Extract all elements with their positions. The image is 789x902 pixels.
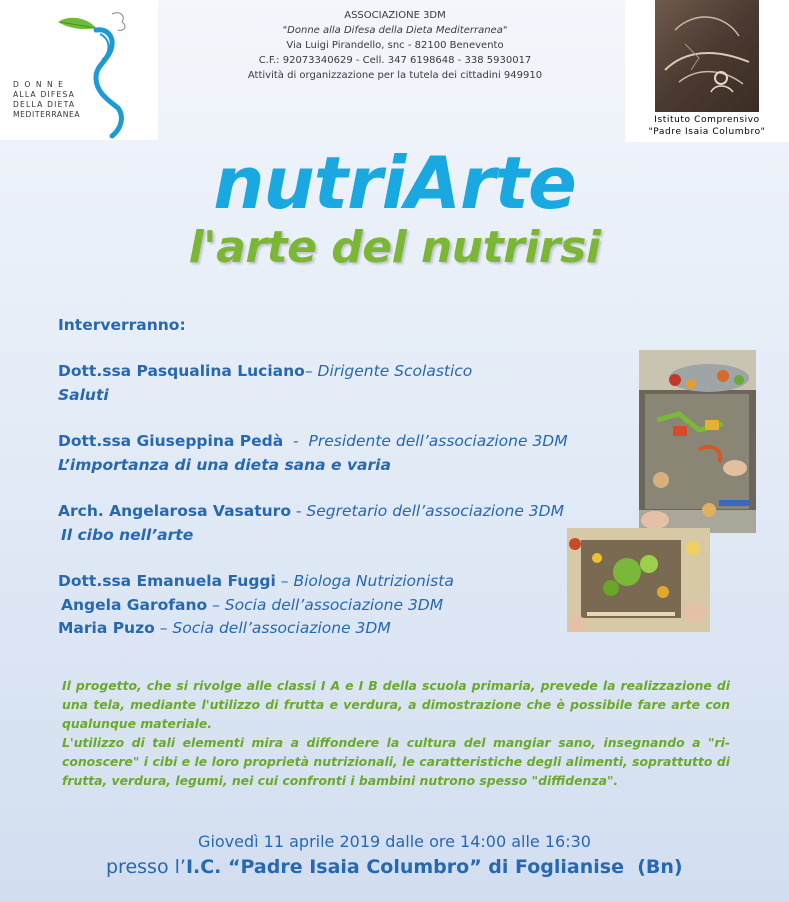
speaker-name: Maria Puzo	[58, 619, 155, 637]
speaker-name: Dott.ssa Giuseppina Pedà	[58, 432, 284, 450]
speaker-6	[58, 619, 391, 637]
speakers-heading: Interverranno:	[58, 316, 186, 334]
association-address: Via Luigi Pirandello, snc - 82100 Benevento	[286, 40, 504, 51]
event-location-prefix: presso l’	[106, 856, 186, 878]
children-food-art-photo	[639, 350, 756, 533]
speaker-separator: -	[283, 432, 309, 450]
speaker-5	[61, 596, 443, 614]
school-logo	[625, 0, 789, 142]
association-tagline: "Donne alla Difesa della Dieta Mediterranea"	[282, 25, 508, 36]
speaker-role: Segretario dell’associazione 3DM	[306, 502, 564, 520]
association-contacts: C.F.: 92073340629 - Cell. 347 6198648 - 338 5930017	[258, 55, 532, 66]
project-description	[62, 676, 730, 790]
speaker-name: Dott.ssa Emanuela Fuggi	[58, 572, 276, 590]
speaker-2	[58, 432, 568, 450]
association-logo	[0, 0, 158, 140]
association-header	[190, 8, 600, 83]
speaker-separator: –	[207, 596, 225, 614]
speaker-1-topic: Saluti	[58, 386, 109, 404]
speaker-3	[58, 502, 564, 520]
speaker-role: Dirigente Scolastico	[317, 362, 473, 380]
speaker-1	[58, 362, 472, 380]
school-artwork-image	[655, 0, 759, 112]
speaker-role: Socia dell’associazione 3DM	[224, 596, 444, 614]
speaker-role: Presidente dell’associazione 3DM	[308, 432, 568, 450]
logo-line-1: DONNE	[13, 80, 69, 89]
speaker-separator: –	[154, 619, 173, 637]
speaker-separator: –	[304, 362, 318, 380]
association-logo-text	[13, 80, 80, 120]
speaker-name: Arch. Angelarosa Vasaturo	[58, 502, 291, 520]
speaker-role: Biologa Nutrizionista	[293, 572, 454, 590]
event-location-name: I.C. “Padre Isaia Columbro” di Foglianise (Bn)	[185, 856, 683, 878]
speaker-role: Socia dell’associazione 3DM	[172, 619, 391, 637]
speaker-4	[58, 572, 454, 590]
project-paragraph-1: Il progetto, che si rivolge alle classi I A e I B della scuola primaria, prevede la realizzazione di una tela, mediante l'utilizzo di frutta e verdura, a dimostrazione che è possibile fare arte con qualunque materiale.	[62, 678, 730, 731]
speaker-name: Dott.ssa Pasqualina Luciano	[58, 362, 305, 380]
speaker-2-topic: L’importanza di una dieta sana e varia	[58, 456, 391, 474]
event-title: nutriArte	[213, 141, 576, 225]
speaker-3-topic: Il cibo nell’arte	[61, 526, 194, 544]
speaker-separator: -	[290, 502, 307, 520]
speaker-separator: –	[275, 572, 294, 590]
association-activity: Attività di organizzazione per la tutela dei cittadini 949910	[247, 70, 543, 81]
school-logo-line-1: Istituto Comprensivo	[654, 115, 760, 125]
event-date: Giovedì 11 aprile 2019 dalle ore 14:00 alle 16:30	[198, 832, 591, 851]
logo-line-3: DELLA DIETA	[13, 100, 76, 109]
vegetable-canvas-photo	[567, 528, 710, 632]
association-name: ASSOCIAZIONE 3DM	[344, 10, 446, 21]
school-logo-line-2: "Padre Isaia Columbro"	[648, 127, 766, 137]
project-paragraph-2: L'utilizzo di tali elementi mira a diffondere la cultura del mangiar sano, insegnando a "ri-conoscere" i cibi e le loro proprietà nutrizionali, le caratteristiche degli alimenti, soprattutto di frutta, verdura, legumi, nei cui confronti i bambini nutrono spesso "diffidenza".	[62, 735, 730, 788]
speaker-name: Angela Garofano	[61, 596, 208, 614]
logo-line-2: ALLA DIFESA	[13, 90, 76, 99]
logo-line-4: MEDITERRANEA	[13, 110, 81, 119]
event-location	[106, 856, 683, 878]
event-subtitle: l'arte del nutrirsi	[188, 222, 601, 273]
